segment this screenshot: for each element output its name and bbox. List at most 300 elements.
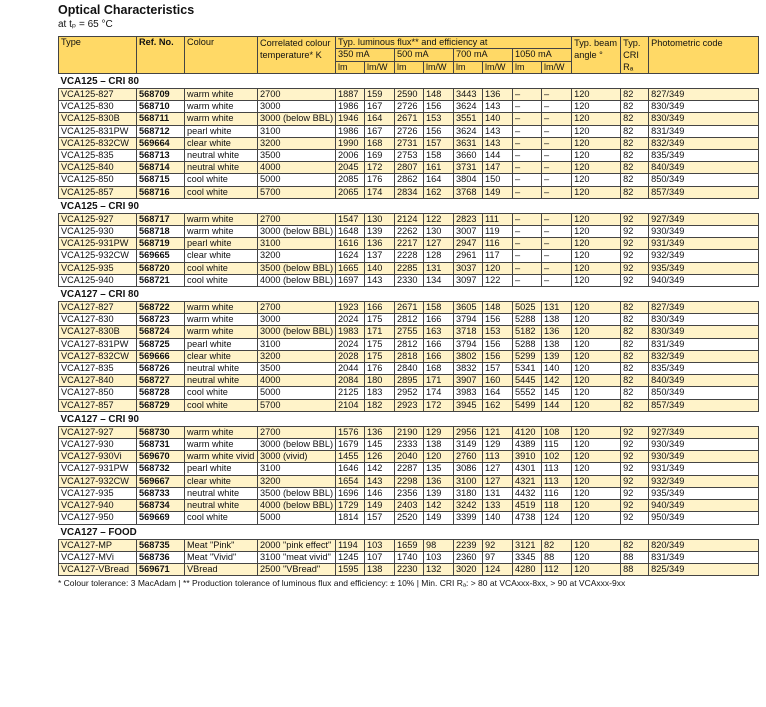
cell-lm-350: 2028 xyxy=(336,350,365,362)
table-row xyxy=(59,262,759,274)
cell-cri: 82 xyxy=(621,539,649,551)
cell-lm-350: 2044 xyxy=(336,363,365,375)
cell-lmw-700: 113 xyxy=(483,451,513,463)
cell-colour: neutral white xyxy=(185,487,258,499)
cell-photometric-code: 840/349 xyxy=(649,162,759,174)
cell-type: VCA127-VBread xyxy=(59,563,137,575)
header-cct: Correlated colour temperature* K xyxy=(258,37,336,74)
cell-lmw-350: 146 xyxy=(365,487,395,499)
cell-lmw-1050: – xyxy=(542,174,572,186)
cell-lm-350: 1547 xyxy=(336,213,365,225)
cell-lmw-500: 132 xyxy=(424,563,454,575)
cell-lmw-700: 156 xyxy=(483,338,513,350)
cell-beam-angle: 120 xyxy=(572,563,621,575)
cell-colour: warm white xyxy=(185,314,258,326)
cell-lmw-350: 166 xyxy=(365,302,395,314)
cell-cct: 2700 xyxy=(258,426,336,438)
cell-photometric-code: 820/349 xyxy=(649,539,759,551)
cell-lm-1050: – xyxy=(513,274,542,286)
cell-lm-500: 2356 xyxy=(395,487,424,499)
cell-type: VCA125-831PW xyxy=(59,125,137,137)
cell-photometric-code: 927/349 xyxy=(649,426,759,438)
cell-colour: cool white xyxy=(185,512,258,524)
cell-lmw-700: 129 xyxy=(483,439,513,451)
cell-lmw-500: 157 xyxy=(424,137,454,149)
table-row xyxy=(59,399,759,411)
cell-type: VCA125-830 xyxy=(59,101,137,113)
cell-photometric-code: 827/349 xyxy=(649,89,759,101)
cell-ref-no: 569665 xyxy=(137,250,185,262)
cell-lm-500: 2190 xyxy=(395,426,424,438)
cell-cri: 82 xyxy=(621,350,649,362)
cell-beam-angle: 120 xyxy=(572,500,621,512)
cell-cri: 82 xyxy=(621,399,649,411)
cell-lmw-1050: 108 xyxy=(542,426,572,438)
cell-lm-1050: – xyxy=(513,213,542,225)
cell-lmw-700: 153 xyxy=(483,326,513,338)
cell-cri: 92 xyxy=(621,262,649,274)
cell-cct: 3200 xyxy=(258,350,336,362)
cell-colour: clear white xyxy=(185,475,258,487)
cell-lmw-700: 122 xyxy=(483,274,513,286)
cell-ref-no: 569671 xyxy=(137,563,185,575)
table-row xyxy=(59,426,759,438)
cell-type: VCA125-940 xyxy=(59,274,137,286)
cell-lm-1050: 5025 xyxy=(513,302,542,314)
cell-lmw-350: 183 xyxy=(365,387,395,399)
cell-lm-700: 3624 xyxy=(454,101,483,113)
table-row xyxy=(59,213,759,225)
cell-lm-700: 3660 xyxy=(454,150,483,162)
cell-lmw-500: 158 xyxy=(424,302,454,314)
cell-lmw-1050: – xyxy=(542,262,572,274)
cell-lmw-500: 172 xyxy=(424,399,454,411)
table-header xyxy=(59,37,759,74)
group-title: VCA127 – CRI 80 xyxy=(59,287,759,302)
cell-lmw-700: 157 xyxy=(483,363,513,375)
header-photometric-code: Photometric code xyxy=(649,37,759,74)
cell-ref-no: 568728 xyxy=(137,387,185,399)
cell-lm-500: 2812 xyxy=(395,314,424,326)
cell-lm-1050: – xyxy=(513,238,542,250)
cell-lmw-1050: 88 xyxy=(542,551,572,563)
cell-lmw-1050: 136 xyxy=(542,326,572,338)
cell-ref-no: 568724 xyxy=(137,326,185,338)
cell-lmw-1050: 138 xyxy=(542,314,572,326)
cell-photometric-code: 831/349 xyxy=(649,551,759,563)
cell-lmw-350: 139 xyxy=(365,226,395,238)
cell-lm-350: 1923 xyxy=(336,302,365,314)
cell-lmw-1050: 118 xyxy=(542,500,572,512)
cell-colour: neutral white xyxy=(185,500,258,512)
cell-lm-1050: – xyxy=(513,125,542,137)
cell-lm-350: 1986 xyxy=(336,101,365,113)
cell-ref-no: 568715 xyxy=(137,174,185,186)
header-flux: Typ. luminous flux** and efficiency at xyxy=(336,37,572,49)
cell-lmw-1050: – xyxy=(542,274,572,286)
cell-lm-350: 2104 xyxy=(336,399,365,411)
cell-colour: cool white xyxy=(185,274,258,286)
cell-beam-angle: 120 xyxy=(572,387,621,399)
cell-cct: 3000 (vivid) xyxy=(258,451,336,463)
cell-lmw-350: 175 xyxy=(365,350,395,362)
cell-lmw-500: 166 xyxy=(424,314,454,326)
cell-beam-angle: 120 xyxy=(572,363,621,375)
cell-lmw-500: 138 xyxy=(424,439,454,451)
cell-colour: warm white xyxy=(185,426,258,438)
cell-photometric-code: 931/349 xyxy=(649,463,759,475)
cell-type: VCA127-830B xyxy=(59,326,137,338)
cell-lmw-500: 166 xyxy=(424,350,454,362)
cell-lm-700: 3907 xyxy=(454,375,483,387)
cell-lm-500: 2731 xyxy=(395,137,424,149)
cell-lm-500: 2952 xyxy=(395,387,424,399)
cell-ref-no: 568727 xyxy=(137,375,185,387)
cell-type: VCA125-932CW xyxy=(59,250,137,262)
cell-ref-no: 569669 xyxy=(137,512,185,524)
cell-cri: 92 xyxy=(621,274,649,286)
table-row xyxy=(59,451,759,463)
cell-lmw-500: 156 xyxy=(424,125,454,137)
cell-beam-angle: 120 xyxy=(572,426,621,438)
cell-lm-1050: 5182 xyxy=(513,326,542,338)
cell-lm-350: 1648 xyxy=(336,226,365,238)
cell-lm-350: 1946 xyxy=(336,113,365,125)
cell-beam-angle: 120 xyxy=(572,302,621,314)
cell-beam-angle: 120 xyxy=(572,262,621,274)
cell-lmw-500: 127 xyxy=(424,238,454,250)
table-row xyxy=(59,113,759,125)
cell-ref-no: 568722 xyxy=(137,302,185,314)
cell-lmw-500: 122 xyxy=(424,213,454,225)
cell-lm-500: 2834 xyxy=(395,186,424,198)
cell-cct: 3000 (below BBL) xyxy=(258,113,336,125)
cell-lmw-350: 107 xyxy=(365,551,395,563)
cell-beam-angle: 120 xyxy=(572,375,621,387)
cell-lm-700: 3731 xyxy=(454,162,483,174)
cell-colour: neutral white xyxy=(185,162,258,174)
cell-lm-700: 3945 xyxy=(454,399,483,411)
cell-ref-no: 568734 xyxy=(137,500,185,512)
table-row xyxy=(59,539,759,551)
cell-photometric-code: 835/349 xyxy=(649,363,759,375)
cell-lmw-1050: – xyxy=(542,150,572,162)
cell-type: VCA127-840 xyxy=(59,375,137,387)
cell-cri: 82 xyxy=(621,314,649,326)
cell-cri: 92 xyxy=(621,500,649,512)
header-500ma: 500 mA xyxy=(395,49,454,61)
cell-lm-500: 2671 xyxy=(395,113,424,125)
cell-lm-350: 1983 xyxy=(336,326,365,338)
cell-photometric-code: 830/349 xyxy=(649,101,759,113)
cell-lm-700: 2360 xyxy=(454,551,483,563)
cell-cct: 3100 xyxy=(258,338,336,350)
cell-ref-no: 568723 xyxy=(137,314,185,326)
cell-colour: pearl white xyxy=(185,125,258,137)
cell-lm-1050: 4389 xyxy=(513,439,542,451)
header-cri: Typ. CRI Rₐ xyxy=(621,37,649,74)
cell-beam-angle: 120 xyxy=(572,487,621,499)
cell-cri: 82 xyxy=(621,338,649,350)
cell-lm-700: 3794 xyxy=(454,338,483,350)
cell-ref-no: 568716 xyxy=(137,186,185,198)
cell-beam-angle: 120 xyxy=(572,326,621,338)
cell-ref-no: 568713 xyxy=(137,150,185,162)
cell-ref-no: 568725 xyxy=(137,338,185,350)
cell-cri: 92 xyxy=(621,426,649,438)
header-type: Type xyxy=(59,37,137,74)
cell-lm-700: 3443 xyxy=(454,89,483,101)
cell-lmw-350: 176 xyxy=(365,174,395,186)
cell-cri: 92 xyxy=(621,226,649,238)
header-lmw: lm/W xyxy=(483,61,513,73)
cell-lmw-500: 136 xyxy=(424,475,454,487)
cell-lm-1050: – xyxy=(513,226,542,238)
cell-cri: 92 xyxy=(621,250,649,262)
cell-lmw-500: 171 xyxy=(424,375,454,387)
cell-cri: 88 xyxy=(621,563,649,575)
cell-type: VCA127-927 xyxy=(59,426,137,438)
cell-lmw-700: 143 xyxy=(483,101,513,113)
cell-lmw-1050: 138 xyxy=(542,338,572,350)
cell-cri: 88 xyxy=(621,551,649,563)
cell-lm-500: 2807 xyxy=(395,162,424,174)
cell-lmw-500: 174 xyxy=(424,387,454,399)
cell-lm-350: 1194 xyxy=(336,539,365,551)
cell-lm-500: 2230 xyxy=(395,563,424,575)
table-row xyxy=(59,439,759,451)
section-subtitle: at tₚ = 65 °C xyxy=(58,19,113,30)
optical-table xyxy=(58,36,759,576)
cell-photometric-code: 831/349 xyxy=(649,338,759,350)
cell-colour: warm white xyxy=(185,302,258,314)
cell-ref-no: 568729 xyxy=(137,399,185,411)
cell-beam-angle: 120 xyxy=(572,174,621,186)
cell-lmw-350: 174 xyxy=(365,186,395,198)
cell-lm-1050: 5552 xyxy=(513,387,542,399)
cell-cct: 3000 xyxy=(258,314,336,326)
cell-lm-1050: – xyxy=(513,113,542,125)
cell-lmw-350: 159 xyxy=(365,89,395,101)
cell-lm-350: 1665 xyxy=(336,262,365,274)
cell-colour: clear white xyxy=(185,350,258,362)
cell-ref-no: 569667 xyxy=(137,475,185,487)
cell-lmw-500: 128 xyxy=(424,250,454,262)
cell-cct: 3100 xyxy=(258,463,336,475)
cell-photometric-code: 931/349 xyxy=(649,238,759,250)
group-title: VCA127 – CRI 90 xyxy=(59,411,759,426)
cell-lmw-1050: 115 xyxy=(542,439,572,451)
cell-type: VCA127-831PW xyxy=(59,338,137,350)
cell-beam-angle: 120 xyxy=(572,250,621,262)
cell-lmw-1050: – xyxy=(542,89,572,101)
cell-lm-700: 3180 xyxy=(454,487,483,499)
cell-lmw-500: 129 xyxy=(424,426,454,438)
cell-lmw-700: 162 xyxy=(483,399,513,411)
cell-lmw-700: 160 xyxy=(483,375,513,387)
cell-cct: 3500 (below BBL) xyxy=(258,262,336,274)
cell-lmw-700: 127 xyxy=(483,463,513,475)
group-title: VCA125 – CRI 80 xyxy=(59,74,759,89)
cell-cri: 92 xyxy=(621,213,649,225)
cell-type: VCA125-840 xyxy=(59,162,137,174)
table-row xyxy=(59,101,759,113)
table-row xyxy=(59,512,759,524)
cell-cct: 2700 xyxy=(258,302,336,314)
cell-beam-angle: 120 xyxy=(572,113,621,125)
section-title: Optical Characteristics xyxy=(58,3,195,17)
cell-cri: 82 xyxy=(621,375,649,387)
cell-type: VCA127-932CW xyxy=(59,475,137,487)
cell-lm-700: 3242 xyxy=(454,500,483,512)
cell-photometric-code: 950/349 xyxy=(649,512,759,524)
cell-lm-500: 2333 xyxy=(395,439,424,451)
cell-lmw-500: 163 xyxy=(424,326,454,338)
cell-lm-500: 2040 xyxy=(395,451,424,463)
cell-lm-350: 2065 xyxy=(336,186,365,198)
cell-lmw-1050: 113 xyxy=(542,463,572,475)
cell-beam-angle: 120 xyxy=(572,125,621,137)
cell-lmw-1050: 112 xyxy=(542,563,572,575)
cell-lmw-500: 120 xyxy=(424,451,454,463)
cell-lmw-700: 144 xyxy=(483,150,513,162)
cell-lmw-1050: 145 xyxy=(542,387,572,399)
cell-cct: 3500 (below BBL) xyxy=(258,487,336,499)
cell-lmw-700: 150 xyxy=(483,174,513,186)
cell-lm-1050: 3910 xyxy=(513,451,542,463)
table-row xyxy=(59,551,759,563)
header-beam-angle: Typ. beam angle ° xyxy=(572,37,621,74)
cell-cct: 4000 xyxy=(258,162,336,174)
cell-type: VCA125-830B xyxy=(59,113,137,125)
cell-type: VCA125-927 xyxy=(59,213,137,225)
cell-ref-no: 568726 xyxy=(137,363,185,375)
cell-lmw-700: 147 xyxy=(483,162,513,174)
cell-lmw-500: 135 xyxy=(424,463,454,475)
cell-cri: 92 xyxy=(621,238,649,250)
cell-cct: 5700 xyxy=(258,399,336,411)
cell-ref-no: 568709 xyxy=(137,89,185,101)
cell-lm-500: 2895 xyxy=(395,375,424,387)
cell-lmw-500: 161 xyxy=(424,162,454,174)
cell-beam-angle: 120 xyxy=(572,89,621,101)
cell-lmw-500: 139 xyxy=(424,487,454,499)
cell-lm-350: 2006 xyxy=(336,150,365,162)
cell-cct: 2500 "VBread" xyxy=(258,563,336,575)
cell-beam-angle: 120 xyxy=(572,451,621,463)
cell-lm-700: 3718 xyxy=(454,326,483,338)
cell-cri: 82 xyxy=(621,137,649,149)
cell-cct: 3200 xyxy=(258,475,336,487)
table-row xyxy=(59,375,759,387)
cell-beam-angle: 120 xyxy=(572,274,621,286)
cell-cct: 3200 xyxy=(258,137,336,149)
cell-lm-700: 3399 xyxy=(454,512,483,524)
cell-lm-500: 2753 xyxy=(395,150,424,162)
cell-lm-700: 3794 xyxy=(454,314,483,326)
cell-lm-1050: 4321 xyxy=(513,475,542,487)
cell-lmw-350: 136 xyxy=(365,426,395,438)
cell-lm-350: 1679 xyxy=(336,439,365,451)
cell-lmw-1050: 124 xyxy=(542,512,572,524)
cell-beam-angle: 120 xyxy=(572,463,621,475)
cell-lmw-350: 130 xyxy=(365,213,395,225)
cell-lmw-500: 134 xyxy=(424,274,454,286)
cell-type: VCA125-857 xyxy=(59,186,137,198)
cell-lm-500: 2330 xyxy=(395,274,424,286)
cell-lm-500: 2818 xyxy=(395,350,424,362)
cell-lmw-1050: – xyxy=(542,213,572,225)
cell-lmw-350: 180 xyxy=(365,375,395,387)
table-row xyxy=(59,226,759,238)
cell-lm-700: 3804 xyxy=(454,174,483,186)
cell-photometric-code: 830/349 xyxy=(649,314,759,326)
cell-lmw-1050: – xyxy=(542,226,572,238)
cell-colour: cool white xyxy=(185,174,258,186)
cell-lmw-700: 143 xyxy=(483,125,513,137)
table-row xyxy=(59,250,759,262)
cell-lmw-350: 157 xyxy=(365,512,395,524)
cell-colour: warm white xyxy=(185,213,258,225)
cell-lm-700: 2947 xyxy=(454,238,483,250)
cell-lmw-700: 121 xyxy=(483,426,513,438)
cell-photometric-code: 840/349 xyxy=(649,375,759,387)
cell-cct: 5000 xyxy=(258,174,336,186)
table-row xyxy=(59,350,759,362)
cell-lm-500: 2726 xyxy=(395,101,424,113)
cell-lm-1050: – xyxy=(513,250,542,262)
cell-cct: 3100 xyxy=(258,238,336,250)
cell-lm-700: 3097 xyxy=(454,274,483,286)
cell-colour: warm white xyxy=(185,113,258,125)
cell-ref-no: 568730 xyxy=(137,426,185,438)
cell-beam-angle: 120 xyxy=(572,186,621,198)
cell-beam-angle: 120 xyxy=(572,226,621,238)
cell-photometric-code: 857/349 xyxy=(649,399,759,411)
cell-lm-500: 2217 xyxy=(395,238,424,250)
cell-lmw-700: 97 xyxy=(483,551,513,563)
cell-photometric-code: 830/349 xyxy=(649,326,759,338)
cell-photometric-code: 935/349 xyxy=(649,487,759,499)
cell-cri: 92 xyxy=(621,451,649,463)
cell-type: VCA127-832CW xyxy=(59,350,137,362)
cell-lm-350: 1245 xyxy=(336,551,365,563)
cell-cri: 82 xyxy=(621,125,649,137)
cell-colour: warm white xyxy=(185,326,258,338)
cell-lm-700: 3100 xyxy=(454,475,483,487)
cell-ref-no: 568735 xyxy=(137,539,185,551)
cell-beam-angle: 120 xyxy=(572,162,621,174)
cell-type: VCA127-850 xyxy=(59,387,137,399)
cell-lmw-500: 166 xyxy=(424,338,454,350)
cell-lm-1050: 4519 xyxy=(513,500,542,512)
cell-lmw-700: 133 xyxy=(483,500,513,512)
cell-lmw-1050: 144 xyxy=(542,399,572,411)
cell-cri: 82 xyxy=(621,186,649,198)
cell-ref-no: 569664 xyxy=(137,137,185,149)
cell-lmw-1050: – xyxy=(542,137,572,149)
cell-colour: cool white xyxy=(185,262,258,274)
cell-colour: warm white xyxy=(185,226,258,238)
cell-cri: 82 xyxy=(621,162,649,174)
cell-lm-350: 1696 xyxy=(336,487,365,499)
cell-lm-1050: – xyxy=(513,150,542,162)
cell-lm-1050: 5341 xyxy=(513,363,542,375)
cell-colour: clear white xyxy=(185,137,258,149)
cell-lmw-350: 176 xyxy=(365,363,395,375)
cell-lm-350: 1654 xyxy=(336,475,365,487)
cell-photometric-code: 932/349 xyxy=(649,475,759,487)
